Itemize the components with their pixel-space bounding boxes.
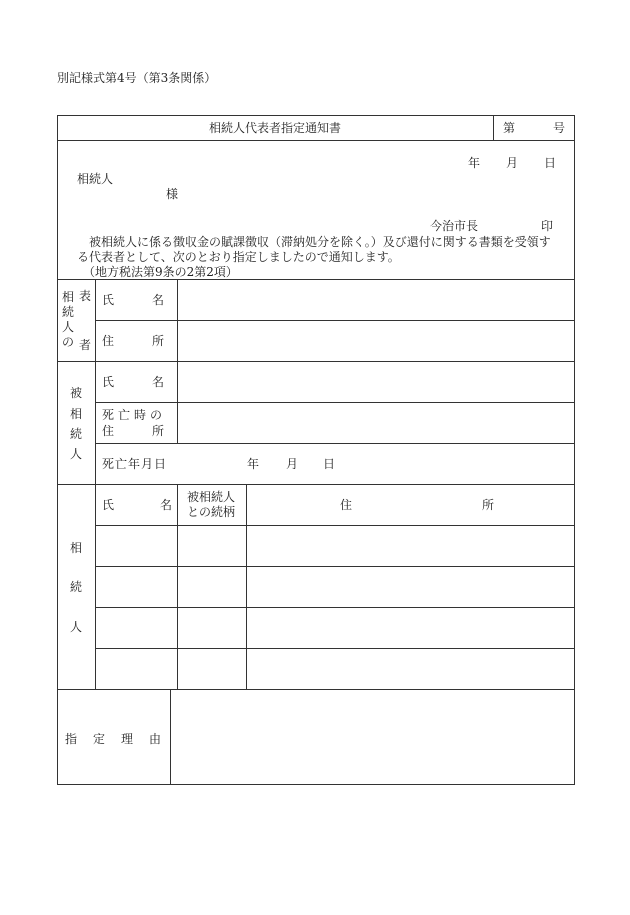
heirs-col-relation-line1: 被相続人 <box>187 490 236 504</box>
heir-row-3[interactable] <box>96 608 574 648</box>
heir-row-1[interactable] <box>96 526 574 566</box>
decedent-death-date-label: 死亡年月日 <box>102 457 168 471</box>
decedent-address-label-line1: 死亡時の <box>102 408 167 422</box>
designation-reason-label: 指 定 理 由 <box>65 732 164 746</box>
frame-top <box>57 115 575 116</box>
frame-right <box>574 115 575 785</box>
decedent-section-bottom <box>57 484 575 485</box>
rep-group-label-col1: 相 続 人 の <box>61 290 74 349</box>
notice-body-line1: 被相続人に係る徴収金の賦課徴収（滞納処分を除く。）及び還付に関する書類を受領す <box>89 235 551 249</box>
date-day-label: 日 <box>544 156 557 170</box>
rep-address-label: 住 所 <box>102 334 164 348</box>
heir-row-2[interactable] <box>96 567 574 607</box>
heirs-col-name: 氏 名 <box>102 498 172 512</box>
rep-group-label-col2-top: 表 <box>79 289 92 303</box>
rep-address-field[interactable] <box>178 321 574 361</box>
title-number-divider <box>493 115 494 140</box>
death-month-label: 月 <box>286 457 299 471</box>
designation-reason-field[interactable] <box>171 690 574 784</box>
heirs-group-label: 相 続 人 <box>69 540 82 634</box>
number-label-dai: 第 <box>503 121 516 135</box>
heirs-col-relation-line2: との続柄 <box>187 505 236 519</box>
legal-basis: （地方税法第9条の2第2項） <box>83 265 238 279</box>
frame-bottom <box>57 784 575 785</box>
number-label-go: 号 <box>553 121 566 135</box>
issuer-name: 今治市長 <box>430 219 479 233</box>
form-number: 別記様式第4号（第3条関係） <box>57 71 217 85</box>
heir-row-4[interactable] <box>96 649 574 689</box>
seal-mark: 印 <box>541 219 554 233</box>
rep-name-label: 氏 名 <box>102 293 164 307</box>
rep-name-field[interactable] <box>178 280 574 320</box>
decedent-address-field[interactable] <box>178 403 574 443</box>
decedent-name-field[interactable] <box>178 362 574 402</box>
document-title: 相続人代表者指定通知書 <box>208 121 341 135</box>
death-year-label: 年 <box>247 457 260 471</box>
heirs-col-address: 住 所 <box>340 498 494 512</box>
frame-left <box>57 115 58 785</box>
date-year-label: 年 <box>468 156 481 170</box>
date-month-label: 月 <box>506 156 519 170</box>
decedent-death-date-field[interactable] <box>178 444 574 484</box>
decedent-name-label: 氏 名 <box>102 375 164 389</box>
addressee-label: 相続人 <box>77 172 114 186</box>
death-day-label: 日 <box>323 457 336 471</box>
decedent-address-label-line2: 住 所 <box>102 424 164 438</box>
notice-body-line2: る代表者として、次のとおり指定しましたので通知します。 <box>77 250 400 264</box>
decedent-group-label: 被 相 続 人 <box>69 386 82 462</box>
addressee-suffix: 様 <box>166 187 179 201</box>
title-row-bottom <box>57 140 575 141</box>
rep-group-label-col2-bottom: 者 <box>79 338 92 352</box>
